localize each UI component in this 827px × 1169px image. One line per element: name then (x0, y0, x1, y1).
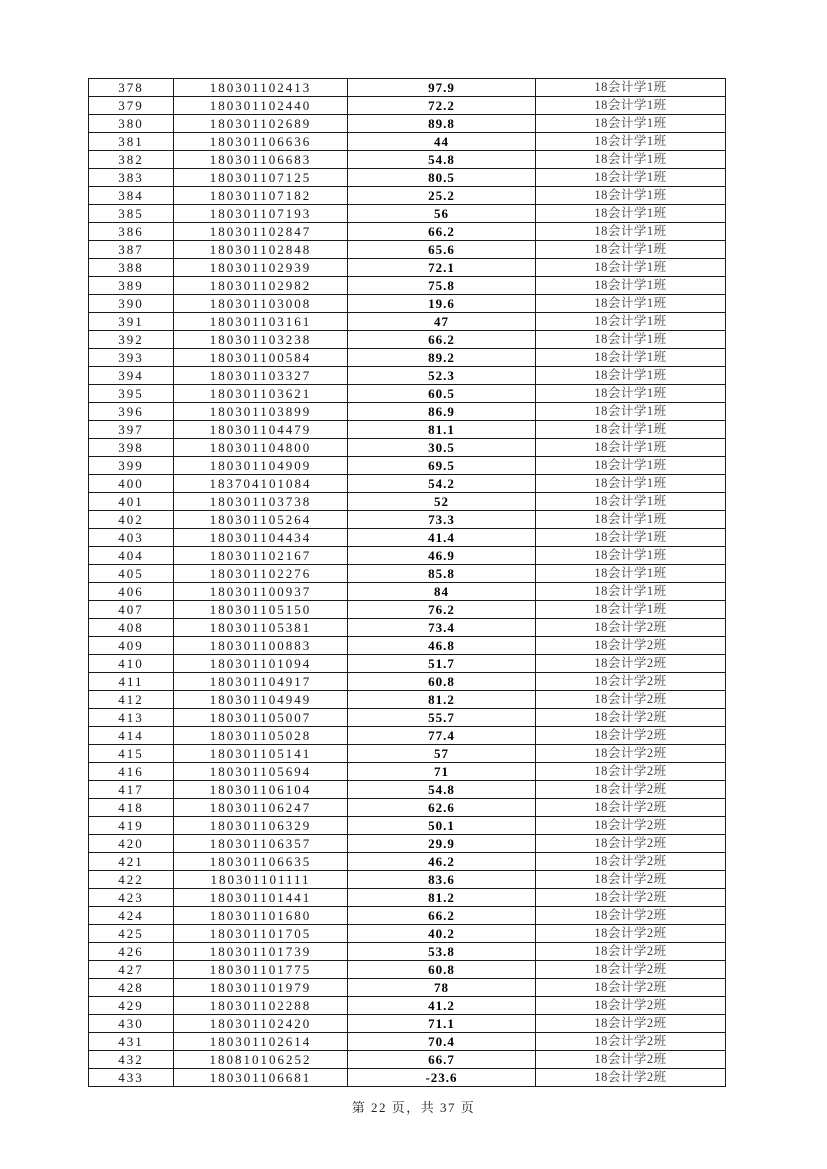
class-name-cell: 18会计学2班 (536, 727, 726, 745)
row-number-cell: 389 (89, 277, 174, 295)
row-number-cell: 406 (89, 583, 174, 601)
row-number-cell: 384 (89, 187, 174, 205)
table-row (89, 799, 726, 817)
student-id-cell: 180301102288 (174, 997, 348, 1015)
row-number-cell: 419 (89, 817, 174, 835)
score-cell: 66.2 (348, 907, 536, 925)
class-name-cell: 18会计学2班 (536, 943, 726, 961)
row-number-cell: 410 (89, 655, 174, 673)
score-cell: 97.9 (348, 79, 536, 97)
student-id-cell: 180301105007 (174, 709, 348, 727)
student-id-cell: 180301101739 (174, 943, 348, 961)
class-name-cell: 18会计学2班 (536, 637, 726, 655)
score-cell: 72.2 (348, 97, 536, 115)
row-number-cell: 433 (89, 1069, 174, 1087)
class-name-cell: 18会计学1班 (536, 277, 726, 295)
row-number-cell: 414 (89, 727, 174, 745)
table-row (89, 709, 726, 727)
row-number-cell: 381 (89, 133, 174, 151)
student-id-cell: 180301101775 (174, 961, 348, 979)
row-number-cell: 403 (89, 529, 174, 547)
student-id-cell: 180301102847 (174, 223, 348, 241)
class-name-cell: 18会计学1班 (536, 529, 726, 547)
student-id-cell: 180301102614 (174, 1033, 348, 1051)
row-number-cell: 399 (89, 457, 174, 475)
class-name-cell: 18会计学1班 (536, 259, 726, 277)
class-name-cell: 18会计学2班 (536, 997, 726, 1015)
table-row (89, 187, 726, 205)
class-name-cell: 18会计学2班 (536, 1015, 726, 1033)
student-id-cell: 180301105694 (174, 763, 348, 781)
row-number-cell: 423 (89, 889, 174, 907)
student-id-cell: 180301104909 (174, 457, 348, 475)
table-row (89, 313, 726, 331)
score-cell: 44 (348, 133, 536, 151)
score-cell: 76.2 (348, 601, 536, 619)
student-id-cell: 180301106329 (174, 817, 348, 835)
score-cell: 66.2 (348, 331, 536, 349)
class-name-cell: 18会计学2班 (536, 925, 726, 943)
student-id-cell: 180301106635 (174, 853, 348, 871)
class-name-cell: 18会计学1班 (536, 565, 726, 583)
class-name-cell: 18会计学2班 (536, 961, 726, 979)
row-number-cell: 393 (89, 349, 174, 367)
row-number-cell: 390 (89, 295, 174, 313)
score-cell: 55.7 (348, 709, 536, 727)
student-id-cell: 180301101441 (174, 889, 348, 907)
score-cell: 72.1 (348, 259, 536, 277)
table-row (89, 403, 726, 421)
row-number-cell: 401 (89, 493, 174, 511)
row-number-cell: 404 (89, 547, 174, 565)
score-cell: 40.2 (348, 925, 536, 943)
score-cell: 85.8 (348, 565, 536, 583)
table-row (89, 151, 726, 169)
table-row (89, 349, 726, 367)
student-id-cell: 180301105141 (174, 745, 348, 763)
table-row (89, 979, 726, 997)
student-id-cell: 180301101680 (174, 907, 348, 925)
score-cell: 52 (348, 493, 536, 511)
table-row (89, 1069, 726, 1087)
row-number-cell: 380 (89, 115, 174, 133)
row-number-cell: 427 (89, 961, 174, 979)
row-number-cell: 379 (89, 97, 174, 115)
class-name-cell: 18会计学1班 (536, 547, 726, 565)
row-number-cell: 417 (89, 781, 174, 799)
table-row (89, 79, 726, 97)
table-body (89, 79, 726, 1087)
student-id-cell: 180301100937 (174, 583, 348, 601)
score-cell: 41.2 (348, 997, 536, 1015)
score-cell: 66.7 (348, 1051, 536, 1069)
class-name-cell: 18会计学2班 (536, 889, 726, 907)
table-row (89, 889, 726, 907)
row-number-cell: 383 (89, 169, 174, 187)
student-id-cell: 180301102440 (174, 97, 348, 115)
table-row (89, 385, 726, 403)
student-id-cell: 180301106683 (174, 151, 348, 169)
row-number-cell: 412 (89, 691, 174, 709)
score-cell: 89.2 (348, 349, 536, 367)
class-name-cell: 18会计学1班 (536, 169, 726, 187)
class-name-cell: 18会计学1班 (536, 331, 726, 349)
student-id-cell: 180301102939 (174, 259, 348, 277)
table-row (89, 817, 726, 835)
student-id-cell: 180301107182 (174, 187, 348, 205)
class-name-cell: 18会计学2班 (536, 709, 726, 727)
table-row (89, 871, 726, 889)
class-name-cell: 18会计学1班 (536, 349, 726, 367)
score-cell: 71 (348, 763, 536, 781)
table-row (89, 133, 726, 151)
student-id-cell: 180301103161 (174, 313, 348, 331)
student-id-cell: 180301102276 (174, 565, 348, 583)
table-row (89, 241, 726, 259)
score-cell: 81.2 (348, 691, 536, 709)
student-id-cell: 180301100883 (174, 637, 348, 655)
student-id-cell: 180301107125 (174, 169, 348, 187)
student-id-cell: 180301105264 (174, 511, 348, 529)
class-name-cell: 18会计学1班 (536, 97, 726, 115)
student-id-cell: 180301106636 (174, 133, 348, 151)
class-name-cell: 18会计学1班 (536, 493, 726, 511)
student-id-cell: 180301102689 (174, 115, 348, 133)
class-name-cell: 18会计学1班 (536, 583, 726, 601)
table-row (89, 421, 726, 439)
student-id-cell: 180301103327 (174, 367, 348, 385)
score-cell: 30.5 (348, 439, 536, 457)
student-id-cell: 180301103238 (174, 331, 348, 349)
row-number-cell: 432 (89, 1051, 174, 1069)
student-id-cell: 180301101111 (174, 871, 348, 889)
class-name-cell: 18会计学2班 (536, 817, 726, 835)
score-cell: 84 (348, 583, 536, 601)
class-name-cell: 18会计学2班 (536, 871, 726, 889)
student-id-cell: 180301102982 (174, 277, 348, 295)
class-name-cell: 18会计学2班 (536, 673, 726, 691)
student-id-cell: 180301106357 (174, 835, 348, 853)
class-name-cell: 18会计学1班 (536, 115, 726, 133)
score-cell: 41.4 (348, 529, 536, 547)
score-cell: 29.9 (348, 835, 536, 853)
row-number-cell: 392 (89, 331, 174, 349)
table-row (89, 655, 726, 673)
score-cell: 81.2 (348, 889, 536, 907)
class-name-cell: 18会计学2班 (536, 781, 726, 799)
table-row (89, 115, 726, 133)
score-cell: 73.4 (348, 619, 536, 637)
table-row (89, 997, 726, 1015)
student-id-cell: 180301102420 (174, 1015, 348, 1033)
score-cell: 51.7 (348, 655, 536, 673)
class-name-cell: 18会计学1班 (536, 151, 726, 169)
records-table (88, 78, 726, 1087)
row-number-cell: 400 (89, 475, 174, 493)
score-cell: 46.8 (348, 637, 536, 655)
score-cell: 80.5 (348, 169, 536, 187)
score-cell: 60.8 (348, 961, 536, 979)
class-name-cell: 18会计学1班 (536, 223, 726, 241)
class-name-cell: 18会计学1班 (536, 457, 726, 475)
score-cell: 77.4 (348, 727, 536, 745)
class-name-cell: 18会计学1班 (536, 367, 726, 385)
student-id-cell: 180301100584 (174, 349, 348, 367)
class-name-cell: 18会计学1班 (536, 475, 726, 493)
student-id-cell: 180301105150 (174, 601, 348, 619)
student-id-cell: 180301104800 (174, 439, 348, 457)
table-row (89, 97, 726, 115)
score-cell: 89.8 (348, 115, 536, 133)
row-number-cell: 378 (89, 79, 174, 97)
table-row (89, 493, 726, 511)
row-number-cell: 421 (89, 853, 174, 871)
table-row (89, 457, 726, 475)
class-name-cell: 18会计学2班 (536, 1033, 726, 1051)
score-cell: 62.6 (348, 799, 536, 817)
score-cell: 52.3 (348, 367, 536, 385)
row-number-cell: 431 (89, 1033, 174, 1051)
row-number-cell: 416 (89, 763, 174, 781)
score-cell: 19.6 (348, 295, 536, 313)
table-row (89, 961, 726, 979)
row-number-cell: 408 (89, 619, 174, 637)
class-name-cell: 18会计学2班 (536, 691, 726, 709)
row-number-cell: 402 (89, 511, 174, 529)
table-row (89, 529, 726, 547)
table-row (89, 601, 726, 619)
score-cell: 60.5 (348, 385, 536, 403)
student-id-cell: 180301104949 (174, 691, 348, 709)
class-name-cell: 18会计学2班 (536, 745, 726, 763)
student-id-cell: 180301103738 (174, 493, 348, 511)
student-id-cell: 180301103899 (174, 403, 348, 421)
table-row (89, 619, 726, 637)
class-name-cell: 18会计学2班 (536, 763, 726, 781)
row-number-cell: 411 (89, 673, 174, 691)
score-cell: 50.1 (348, 817, 536, 835)
row-number-cell: 395 (89, 385, 174, 403)
table-row (89, 691, 726, 709)
row-number-cell: 418 (89, 799, 174, 817)
score-cell: 69.5 (348, 457, 536, 475)
class-name-cell: 18会计学1班 (536, 385, 726, 403)
class-name-cell: 18会计学1班 (536, 79, 726, 97)
student-id-cell: 183704101084 (174, 475, 348, 493)
table-row (89, 565, 726, 583)
class-name-cell: 18会计学1班 (536, 295, 726, 313)
row-number-cell: 386 (89, 223, 174, 241)
student-id-cell: 180301107193 (174, 205, 348, 223)
score-cell: 57 (348, 745, 536, 763)
class-name-cell: 18会计学2班 (536, 799, 726, 817)
class-name-cell: 18会计学1班 (536, 133, 726, 151)
score-cell: 25.2 (348, 187, 536, 205)
class-name-cell: 18会计学2班 (536, 907, 726, 925)
student-id-cell: 180301106681 (174, 1069, 348, 1087)
student-id-cell: 180301102413 (174, 79, 348, 97)
table-row (89, 673, 726, 691)
row-number-cell: 426 (89, 943, 174, 961)
table-row (89, 763, 726, 781)
student-id-cell: 180810106252 (174, 1051, 348, 1069)
class-name-cell: 18会计学2班 (536, 835, 726, 853)
class-name-cell: 18会计学2班 (536, 1051, 726, 1069)
row-number-cell: 388 (89, 259, 174, 277)
student-id-cell: 180301101979 (174, 979, 348, 997)
table-row (89, 475, 726, 493)
class-name-cell: 18会计学1班 (536, 187, 726, 205)
table-row (89, 745, 726, 763)
table-row (89, 367, 726, 385)
class-name-cell: 18会计学1班 (536, 241, 726, 259)
table-row (89, 439, 726, 457)
table-row (89, 925, 726, 943)
score-cell: 54.2 (348, 475, 536, 493)
class-name-cell: 18会计学2班 (536, 979, 726, 997)
table-row (89, 583, 726, 601)
student-id-cell: 180301101705 (174, 925, 348, 943)
table-row (89, 1015, 726, 1033)
table-row (89, 835, 726, 853)
score-cell: 66.2 (348, 223, 536, 241)
student-id-cell: 180301103008 (174, 295, 348, 313)
score-cell: 71.1 (348, 1015, 536, 1033)
score-cell: 70.4 (348, 1033, 536, 1051)
score-cell: 54.8 (348, 151, 536, 169)
table-row (89, 1033, 726, 1051)
table-row (89, 1051, 726, 1069)
table-row (89, 169, 726, 187)
class-name-cell: 18会计学1班 (536, 439, 726, 457)
row-number-cell: 429 (89, 997, 174, 1015)
table-row (89, 547, 726, 565)
score-cell: 83.6 (348, 871, 536, 889)
row-number-cell: 382 (89, 151, 174, 169)
row-number-cell: 409 (89, 637, 174, 655)
table-row (89, 511, 726, 529)
row-number-cell: 385 (89, 205, 174, 223)
score-cell: 53.8 (348, 943, 536, 961)
class-name-cell: 18会计学2班 (536, 1069, 726, 1087)
student-id-cell: 180301102167 (174, 547, 348, 565)
class-name-cell: 18会计学1班 (536, 403, 726, 421)
class-name-cell: 18会计学1班 (536, 511, 726, 529)
table-row (89, 205, 726, 223)
table-row (89, 907, 726, 925)
student-id-cell: 180301104434 (174, 529, 348, 547)
score-cell: 60.8 (348, 673, 536, 691)
row-number-cell: 405 (89, 565, 174, 583)
table-row (89, 277, 726, 295)
table-row (89, 259, 726, 277)
student-id-cell: 180301106247 (174, 799, 348, 817)
row-number-cell: 425 (89, 925, 174, 943)
student-id-cell: 180301101094 (174, 655, 348, 673)
score-cell: 65.6 (348, 241, 536, 259)
score-cell: 78 (348, 979, 536, 997)
student-id-cell: 180301103621 (174, 385, 348, 403)
row-number-cell: 394 (89, 367, 174, 385)
page-footer: 第 22 页，共 37 页 (351, 1100, 476, 1115)
table-row (89, 331, 726, 349)
class-name-cell: 18会计学1班 (536, 601, 726, 619)
student-id-cell: 180301104479 (174, 421, 348, 439)
class-name-cell: 18会计学1班 (536, 313, 726, 331)
row-number-cell: 407 (89, 601, 174, 619)
row-number-cell: 428 (89, 979, 174, 997)
student-id-cell: 180301106104 (174, 781, 348, 799)
row-number-cell: 396 (89, 403, 174, 421)
row-number-cell: 424 (89, 907, 174, 925)
student-id-cell: 180301104917 (174, 673, 348, 691)
table-row (89, 943, 726, 961)
score-cell: 54.8 (348, 781, 536, 799)
score-cell: -23.6 (348, 1069, 536, 1087)
table-row (89, 637, 726, 655)
table-row (89, 727, 726, 745)
row-number-cell: 413 (89, 709, 174, 727)
score-cell: 56 (348, 205, 536, 223)
row-number-cell: 430 (89, 1015, 174, 1033)
row-number-cell: 387 (89, 241, 174, 259)
row-number-cell: 397 (89, 421, 174, 439)
row-number-cell: 391 (89, 313, 174, 331)
table-row (89, 781, 726, 799)
student-id-cell: 180301105028 (174, 727, 348, 745)
row-number-cell: 398 (89, 439, 174, 457)
score-cell: 73.3 (348, 511, 536, 529)
class-name-cell: 18会计学2班 (536, 853, 726, 871)
row-number-cell: 420 (89, 835, 174, 853)
score-cell: 86.9 (348, 403, 536, 421)
student-id-cell: 180301102848 (174, 241, 348, 259)
table-row (89, 223, 726, 241)
score-cell: 47 (348, 313, 536, 331)
score-cell: 46.2 (348, 853, 536, 871)
class-name-cell: 18会计学2班 (536, 655, 726, 673)
class-name-cell: 18会计学2班 (536, 619, 726, 637)
score-cell: 81.1 (348, 421, 536, 439)
table-row (89, 853, 726, 871)
class-name-cell: 18会计学1班 (536, 205, 726, 223)
score-cell: 75.8 (348, 277, 536, 295)
row-number-cell: 415 (89, 745, 174, 763)
table-row (89, 295, 726, 313)
student-id-cell: 180301105381 (174, 619, 348, 637)
class-name-cell: 18会计学1班 (536, 421, 726, 439)
score-cell: 46.9 (348, 547, 536, 565)
row-number-cell: 422 (89, 871, 174, 889)
